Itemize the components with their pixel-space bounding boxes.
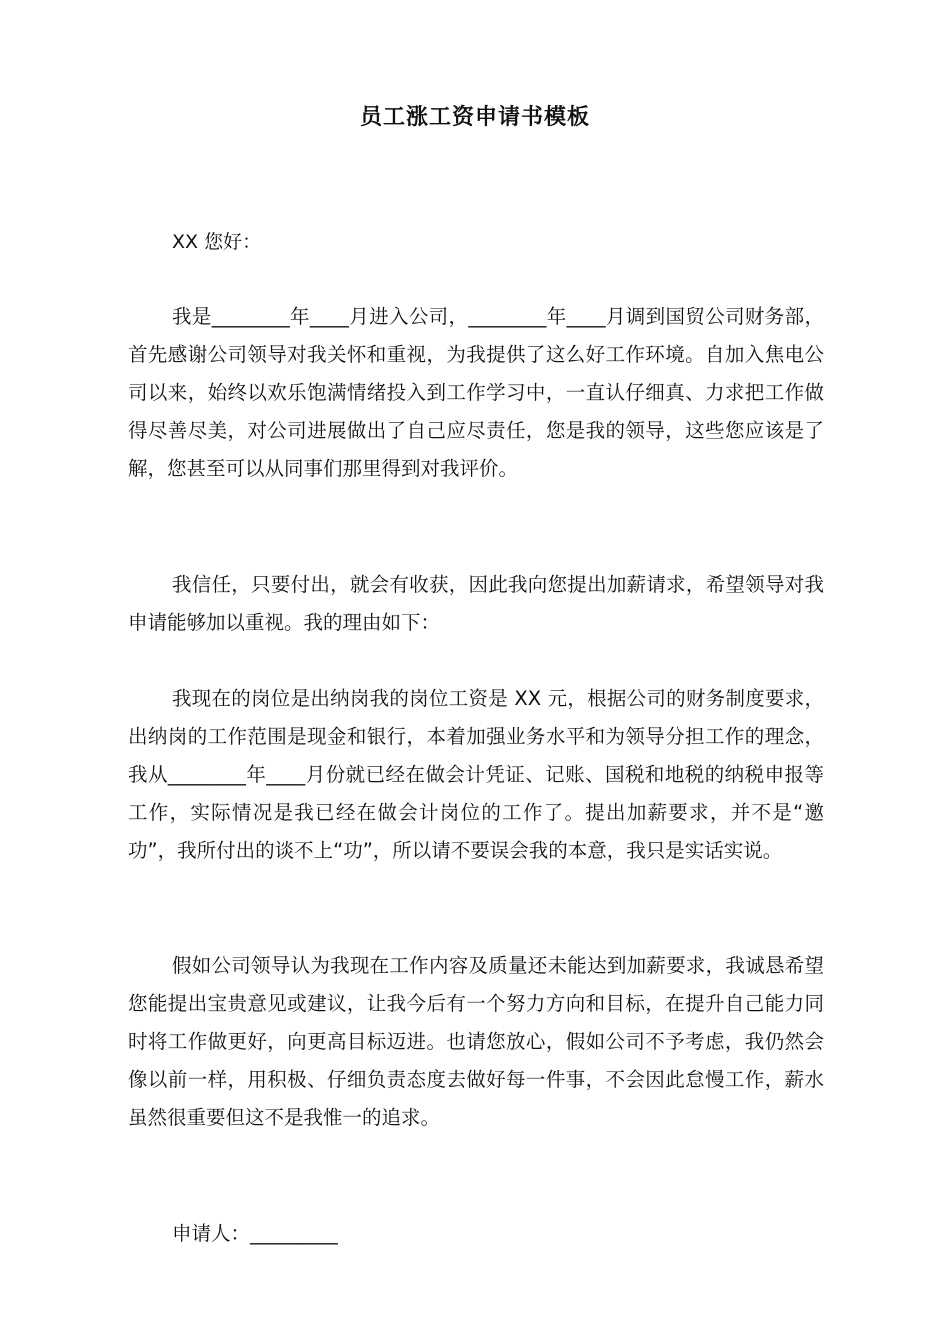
greeting: XX 您好： — [172, 231, 262, 253]
paragraph-closing: 假如公司领导认为我现在工作内容及质量还未能达到加薪要求，我诚恳希望您能提出宝贵意见或建议，让我今后有一个努力方向和目标，在提升自己能力同时将工作做更好，向更高目标迈进。也请您放心，假如公司不予考虑，我仍然会像以前一样，用积极、仔细负责态度去做好每一件事，不会因此怠慢工作，薪水虽然很重要但这不是我惟一的追求。 — [128, 954, 824, 1129]
paragraph-request: 我信任，只要付出，就会有收获，因此我向您提出加薪请求，希望领导对我申请能够加以重视。我的理由如下： — [128, 573, 824, 634]
signature-line: 申请人：_________ — [172, 1222, 338, 1245]
paragraph-reasons: 我现在的岗位是出纳岗我的岗位工资是 XX 元，根据公司的财务制度要求，出纳岗的工作范围是现金和银行，本着加强业务水平和为领导分担工作的理念，我从________年____月份就已经在做会计凭证、记账、国税和地税的纳税申报等工作，实际情况是我已经在做会计岗位的工作了。提出加薪要求，并不是“邀功”，我所付出的谈不上“功”，所以请不要误会我的本意，我只是实话实说。 — [128, 687, 824, 862]
document-title: 员工涨工资申请书模板 — [359, 105, 590, 130]
paragraph-intro: 我是________年____月进入公司，________年____月调到国贸公司财务部，首先感谢公司领导对我关怀和重视，为我提供了这么好工作环境。自加入焦电公司以来，始终以欢乐饱满情绪投入到工作学习中，一直认仔细真、力求把工作做得尽善尽美，对公司进展做出了自己应尽责任，您是我的领导，这些您应该是了解，您甚至可以从同事们那里得到对我评价。 — [128, 305, 824, 480]
